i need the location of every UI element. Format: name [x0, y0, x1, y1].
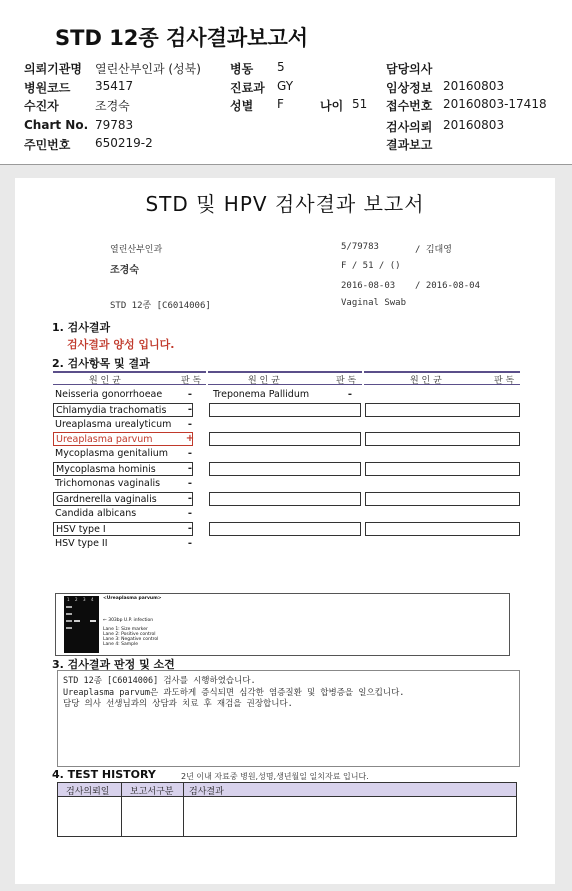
field-label: 수진자	[24, 99, 59, 113]
pathogen-name: Mycoplasma genitalium	[55, 448, 169, 459]
section-2-title: 2. 검사항목 및 결과	[52, 357, 150, 370]
patient-name: 조경숙	[110, 265, 139, 276]
field-label: 성별	[230, 99, 254, 113]
history-divider	[183, 783, 184, 836]
pathogen-result: -	[187, 493, 193, 504]
chart-number: 5/79783	[341, 242, 379, 252]
pathogen-name: HSV type II	[55, 538, 108, 549]
lane-label: 4	[91, 597, 94, 602]
lane-label: 1	[67, 597, 70, 602]
pathogen-result: -	[187, 478, 193, 489]
pathogen-name: Ureaplasma urealyticum	[55, 419, 172, 430]
gel-band	[66, 627, 72, 629]
col-judge-label: 판 독	[336, 376, 357, 386]
pathogen-result: -	[347, 389, 353, 400]
field-value: 79783	[95, 118, 134, 132]
history-note: 2년 이내 자료중 병원,성명,생년월일 일치자료 입니다.	[181, 772, 369, 781]
gel-band	[66, 606, 72, 608]
gel-legend-item: Lane 3: Negative control	[103, 637, 159, 642]
field-label: 주민번호	[24, 138, 71, 152]
hospital-name: 열린산부인과	[110, 245, 163, 255]
field-value: 20160803-17418	[443, 97, 547, 111]
empty-slot	[209, 522, 361, 536]
overall-result: 검사결과 양성 입니다.	[67, 338, 175, 351]
lane-label: 2	[75, 597, 78, 602]
field-value: 20160803	[443, 118, 505, 132]
empty-slot	[209, 492, 361, 506]
opinion-line: Ureaplasma parvum은 과도하게 증식되면 심각한 염증질환 및 합병증을 일으킵니다.	[63, 688, 405, 698]
specimen: Vaginal Swab	[341, 298, 407, 308]
field-label: 임상정보	[386, 81, 433, 95]
field-label: 접수번호	[386, 99, 433, 113]
empty-slot	[209, 403, 361, 417]
pathogen-name: Treponema Pallidum	[213, 389, 310, 400]
field-label: 담당의사	[386, 62, 433, 76]
column-header	[364, 371, 520, 385]
report-page	[15, 178, 555, 884]
history-header	[58, 783, 516, 797]
gel-band	[90, 620, 96, 622]
pathogen-result: -	[187, 523, 193, 534]
lane-label: 3	[83, 597, 86, 602]
field-value: 20160803	[443, 79, 505, 93]
pathogen-name: Trichomonas vaginalis	[55, 478, 161, 489]
opinion-box	[57, 670, 520, 767]
gel-legend-item: Lane 4: Sample	[103, 642, 138, 647]
empty-slot	[365, 522, 520, 536]
history-col: 검사결과	[189, 787, 224, 797]
field-label: 의뢰기관명	[24, 62, 82, 76]
field-label: Chart No.	[24, 118, 89, 132]
field-label: 진료과	[230, 81, 265, 95]
pathogen-result: -	[187, 404, 193, 415]
pathogen-result-positive: +	[185, 433, 195, 444]
gel-band-note: ← 303bp U.P. infection	[103, 618, 154, 623]
age-label: 나이	[320, 99, 344, 113]
gel-legend-item: Lane 1: Size marker	[103, 627, 148, 632]
empty-slot	[365, 462, 520, 476]
pathogen-result: -	[187, 538, 193, 549]
field-label: 검사의뢰	[386, 120, 433, 134]
page-title: STD 12종 검사결과보고서	[55, 26, 309, 50]
history-col: 보고서구분	[130, 787, 174, 797]
opinion-line: STD 12종 [C6014006] 검사를 시행하였습니다.	[63, 676, 256, 686]
field-value: 650219-2	[95, 136, 153, 150]
col-judge-label: 판 독	[181, 376, 202, 386]
empty-slot	[209, 462, 361, 476]
history-divider	[121, 783, 122, 836]
gel-caption: <Ureaplasma parvum>	[103, 596, 162, 601]
pathogen-name: HSV type I	[53, 522, 193, 536]
field-value: 5	[277, 60, 285, 74]
gel-electrophoresis-image	[64, 596, 99, 653]
pathogen-result: -	[187, 463, 193, 474]
history-col: 검사의뢰일	[66, 787, 110, 797]
field-value: 열린산부인과 (성북)	[95, 62, 201, 76]
pathogen-name: Chlamydia trachomatis	[53, 403, 193, 417]
pathogen-name: Candida albicans	[55, 508, 137, 519]
field-label: 결과보고	[386, 138, 433, 152]
section-3-title: 3. 검사결과 판정 및 소견	[52, 658, 175, 671]
history-table	[57, 782, 517, 837]
report-title: STD 및 HPV 검사결과 보고서	[145, 192, 425, 216]
field-value: GY	[277, 79, 294, 93]
pathogen-result: -	[187, 419, 193, 430]
gel-band	[66, 613, 72, 615]
gel-band	[74, 620, 80, 622]
date-reported: / 2016-08-04	[415, 281, 481, 291]
pathogen-result: -	[187, 508, 193, 519]
pathogen-name: Neisseria gonorrhoeae	[55, 389, 163, 400]
empty-slot	[365, 492, 520, 506]
sex-age: F / 51 / ()	[341, 261, 401, 271]
section-1-title: 1. 검사결과	[52, 321, 111, 334]
pathogen-name-positive: Ureaplasma parvum	[53, 432, 193, 446]
field-label: 병동	[230, 62, 254, 76]
empty-slot	[209, 432, 361, 446]
col-judge-label: 판 독	[494, 376, 515, 386]
column-header	[53, 371, 206, 385]
summary-header	[0, 0, 572, 165]
pathogen-result: -	[187, 448, 193, 459]
col-pathogen-label: 원 인 균	[410, 376, 442, 386]
col-pathogen-label: 원 인 균	[248, 376, 280, 386]
opinion-line: 담당 의사 선생님과의 상담과 치료 후 재검을 권장합니다.	[63, 699, 293, 709]
pathogen-name: Gardnerella vaginalis	[53, 492, 193, 506]
pathogen-result: -	[187, 389, 193, 400]
age-value: 51	[352, 97, 368, 111]
doctor-name: / 김대영	[415, 245, 452, 255]
field-value: 35417	[95, 79, 134, 93]
col-pathogen-label: 원 인 균	[89, 376, 121, 386]
field-label: 병원코드	[24, 81, 71, 95]
column-header	[208, 371, 362, 385]
empty-slot	[365, 403, 520, 417]
gel-band	[66, 620, 72, 622]
field-value: F	[277, 97, 284, 111]
gel-legend-item: Lane 2: Positive control	[103, 632, 156, 637]
test-code: STD 12종 [C6014006]	[110, 301, 211, 311]
section-4-title: 4. TEST HISTORY	[52, 768, 156, 781]
pathogen-name: Mycoplasma hominis	[53, 462, 193, 476]
date-received: 2016-08-03	[341, 281, 396, 291]
field-value: 조경숙	[95, 99, 130, 113]
empty-slot	[365, 432, 520, 446]
